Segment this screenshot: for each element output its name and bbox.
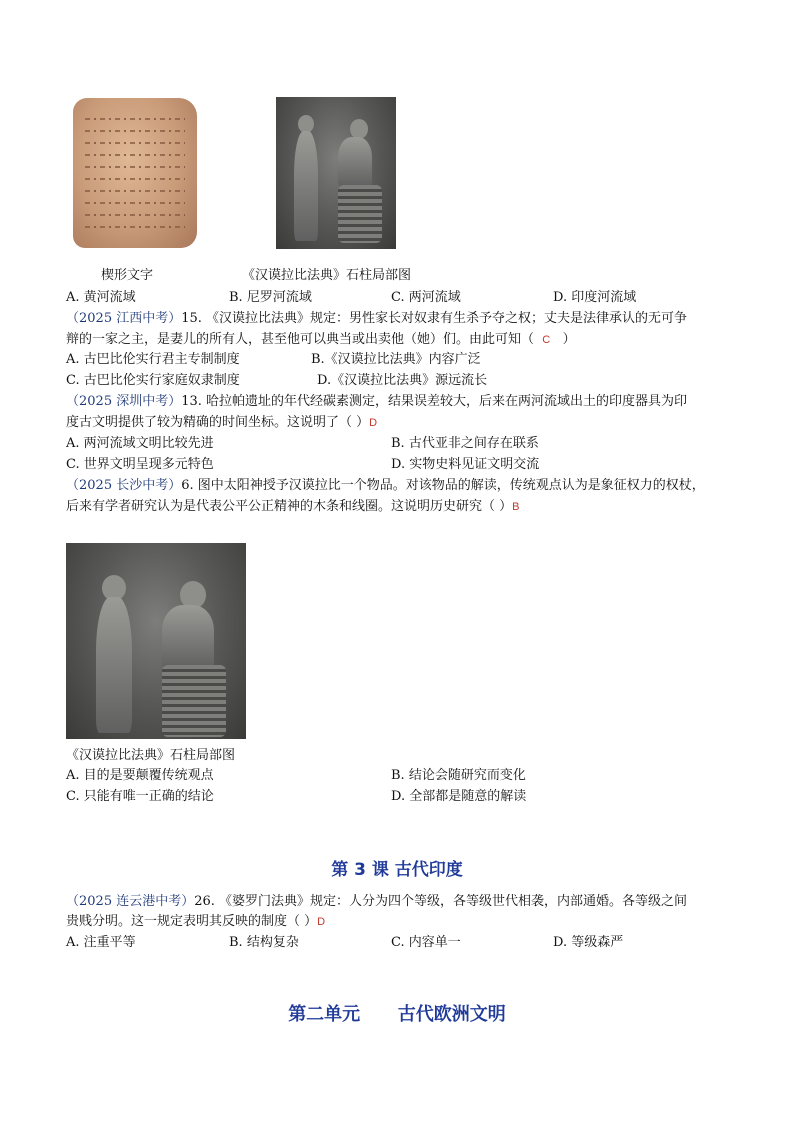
q3-option-c: C. 世界文明呈现多元特色 xyxy=(66,457,214,472)
q2-stem-line2 xyxy=(66,330,576,350)
q5-stem-line1 xyxy=(66,892,687,912)
q5-stem-line2 xyxy=(66,912,325,932)
q3-text-1: 13. 哈拉帕遗址的年代经碳素测定，结果误差较大，后来在两河流域出土的印度器具为印 xyxy=(181,394,688,409)
q2-text-1: 15. 《汉谟拉比法典》规定：男性家长对奴隶有生杀予夺之权；丈夫是法律承认的无可争 xyxy=(181,311,688,326)
q2-source: （2025 江西中考） xyxy=(66,311,182,326)
q3-option-b: B. 古代亚非之间存在联系 xyxy=(391,436,539,451)
q2-answer: C xyxy=(542,334,551,346)
cuneiform-tablet-image xyxy=(73,98,197,248)
q3-stem-line2 xyxy=(66,413,377,433)
q4-text-1: 6. 图中太阳神授予汉谟拉比一个物品。对该物品的解读，传统观点认为是象征权力的权杖， xyxy=(181,478,705,493)
q2-option-c: C. 古巴比伦实行家庭奴隶制度 xyxy=(66,373,240,388)
q2-stem-line1 xyxy=(66,309,687,329)
q2-option-b: B.《汉谟拉比法典》内容广泛 xyxy=(311,352,481,367)
q3-option-a: A. 两河流域文明比较先进 xyxy=(66,436,214,451)
q3-source: （2025 深圳中考） xyxy=(66,394,182,409)
q3-text-2: 度古文明提供了较为精确的时间坐标。这说明了（ ） xyxy=(66,415,370,430)
q4-text-2: 后来有学者研究认为是代表公平公正精神的木条和线圈。这说明历史研究（ ） xyxy=(66,499,513,514)
q3-option-d: D. 实物史料见证文明交流 xyxy=(391,457,540,472)
q4-option-c: C. 只能有唯一正确的结论 xyxy=(66,789,214,804)
q5-answer: D xyxy=(317,916,326,928)
q5-text-1: 26. 《婆罗门法典》规定：人分为四个等级，各等级世代相袭，内部通婚。各等级之间 xyxy=(194,894,688,909)
q1-option-a: A. 黄河流域 xyxy=(66,290,136,305)
q1-option-b: B. 尼罗河流域 xyxy=(229,290,312,305)
stele-caption-mid: 《汉谟拉比法典》石柱局部图 xyxy=(66,748,236,763)
q2-option-d: D.《汉谟拉比法典》源远流长 xyxy=(317,373,488,388)
q2-text-2: 辩的一家之主，是妻儿的所有人，甚至他可以典当或出卖他（她）们。由此可知（ xyxy=(66,332,535,347)
lesson-3-heading: 第 3 课 古代印度 xyxy=(331,860,463,880)
q4-stem-line1 xyxy=(66,476,705,496)
q2-close: ） xyxy=(562,332,576,347)
q4-option-d: D. 全部都是随意的解读 xyxy=(391,789,527,804)
hammurabi-stele-image-mid xyxy=(66,543,246,739)
unit-2-heading: 第二单元 古代欧洲文明 xyxy=(288,1004,506,1025)
q4-source: （2025 长沙中考） xyxy=(66,478,182,493)
stele-caption-top: 《汉谟拉比法典》石柱局部图 xyxy=(242,268,412,283)
q2-option-a: A. 古巴比伦实行君主专制制度 xyxy=(66,352,240,367)
q4-stem-line2 xyxy=(66,497,519,517)
q5-source: （2025 连云港中考） xyxy=(66,894,195,909)
q1-option-d: D. 印度河流域 xyxy=(553,290,637,305)
q5-option-d: D. 等级森严 xyxy=(553,935,624,950)
q4-option-b: B. 结论会随研究而变化 xyxy=(391,768,526,783)
q5-option-c: C. 内容单一 xyxy=(391,935,461,950)
q4-option-a: A. 目的是要颠覆传统观点 xyxy=(66,768,214,783)
tablet-caption: 楔形文字 xyxy=(101,268,154,283)
q5-text-2: 贵贱分明。这一规定表明其反映的制度（ ） xyxy=(66,914,318,929)
q5-option-a: A. 注重平等 xyxy=(66,935,136,950)
q1-option-c: C. 两河流域 xyxy=(391,290,461,305)
q4-answer: B xyxy=(512,501,520,513)
q3-answer: D xyxy=(369,417,378,429)
q3-stem-line1 xyxy=(66,392,687,412)
hammurabi-stele-image-top xyxy=(276,97,396,249)
q5-option-b: B. 结构复杂 xyxy=(229,935,299,950)
